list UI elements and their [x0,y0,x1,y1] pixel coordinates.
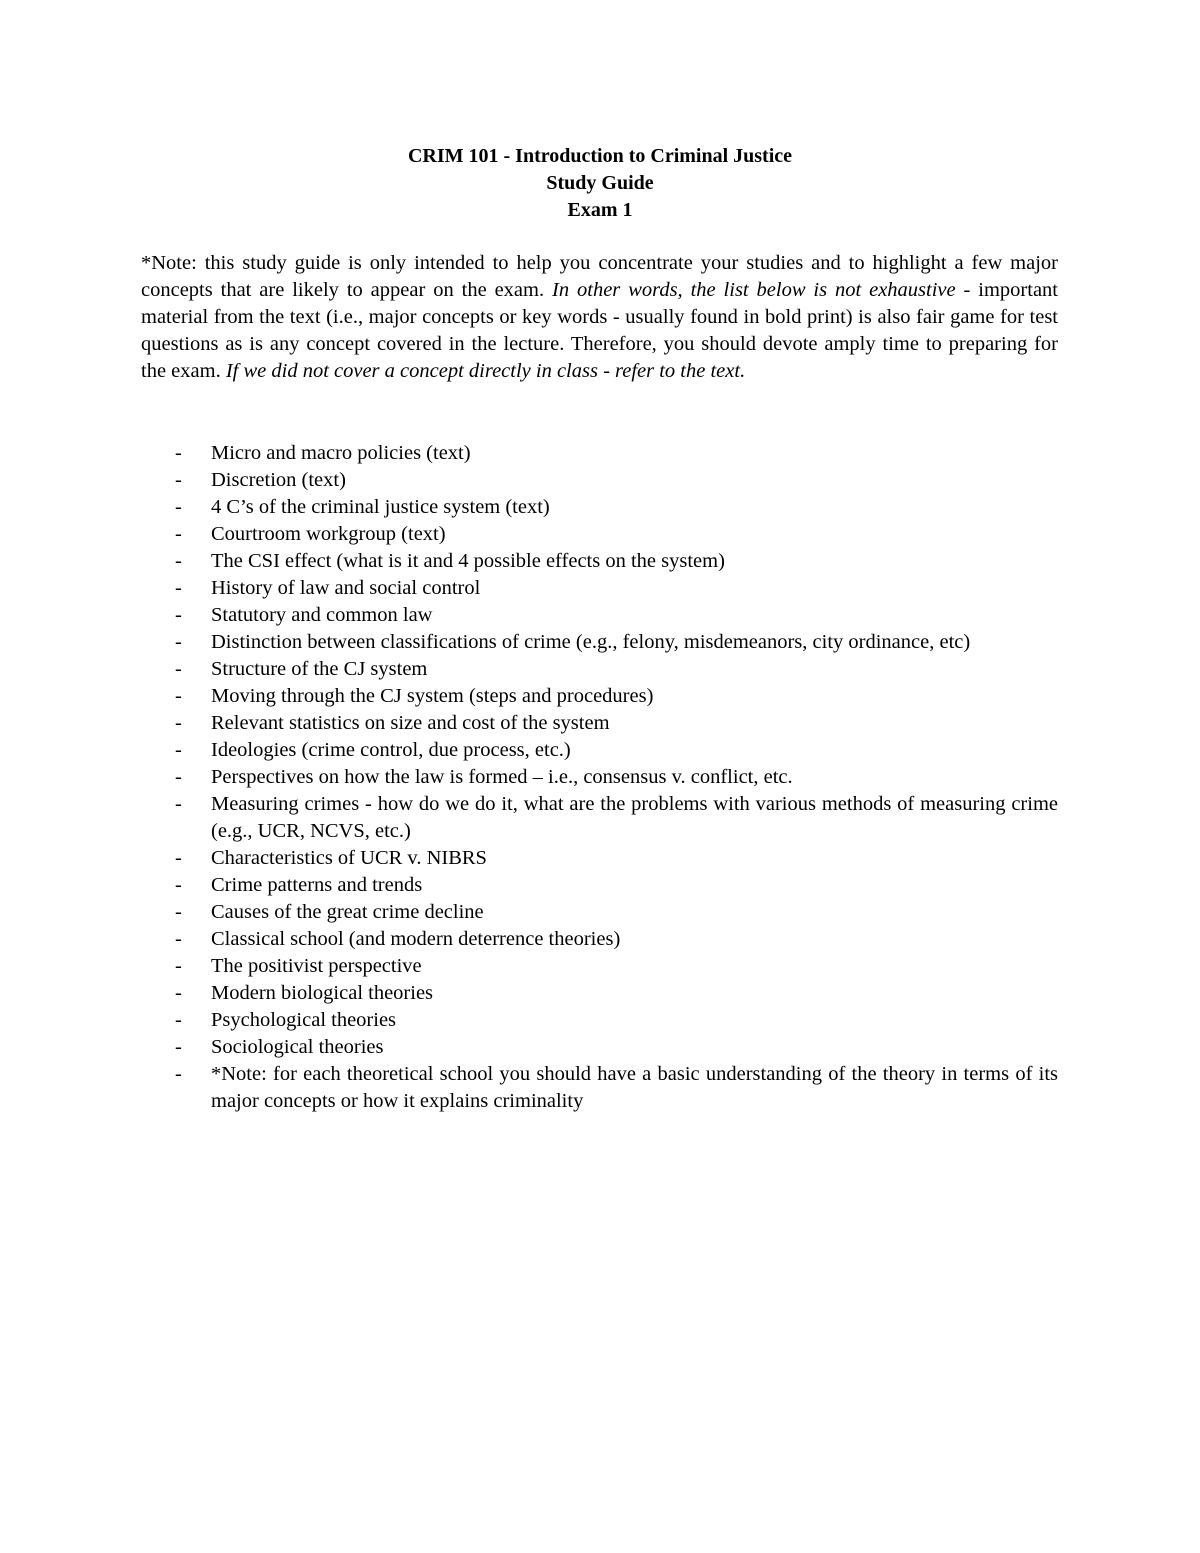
list-item [141,656,1058,683]
bullet-dash: - [175,1036,182,1058]
list-item [141,548,1058,575]
topic-text: Perspectives on how the law is formed – i.e., consensus v. conflict, etc. [211,766,793,788]
topic-text: Causes of the great crime decline [211,901,484,923]
bullet-dash: - [175,874,182,896]
topic-text: Measuring crimes - how do we do it, what are the problems with various methods of measuring crime (e.g., UCR, NCVS, etc.) [211,793,1058,842]
topic-text: Distinction between classifications of crime (e.g., felony, misdemeanors, city ordinance, etc) [211,631,971,653]
document-header [0,143,1200,224]
course-title: CRIM 101 - Introduction to Criminal Justice [407,145,793,167]
bullet-dash: - [175,766,182,788]
bullet-dash: - [175,1063,182,1085]
list-item [141,872,1058,899]
bullet-dash: - [175,442,182,464]
bullet-dash: - [175,658,182,680]
topic-text: Modern biological theories [211,982,434,1004]
intro-note [141,250,1058,385]
bullet-dash: - [175,847,182,869]
bullet-dash: - [175,469,182,491]
bullet-dash: - [175,685,182,707]
list-item [141,629,1058,656]
list-item [141,899,1058,926]
intro-text-1: *Note: this study guide is only intended to help you concentrate your studies and to highlight a few major concepts that are likely to appear on the exam. [141,252,1058,301]
bullet-dash: - [175,739,182,761]
list-item [141,1061,1058,1115]
list-item [141,1034,1058,1061]
list-item [141,521,1058,548]
bullet-dash: - [175,604,182,626]
topic-text: Discretion (text) [211,469,346,491]
intro-text-2: - important material from the text (i.e., major concepts or key words - usually found in bold print) is also fair game for test questions as is any concept covered in the lecture. Therefore, you should devote amply time to preparing for the exam. [141,279,1058,382]
intro-italic-1: In other words, the list below is not exhaustive [552,279,956,301]
list-item [141,953,1058,980]
bullet-dash: - [175,631,182,653]
bullet-dash: - [175,1009,182,1031]
topic-text: Sociological theories [211,1036,384,1058]
list-item [141,710,1058,737]
bullet-dash: - [175,955,182,977]
topic-text: Psychological theories [211,1009,397,1031]
list-item [141,764,1058,791]
topic-text: Micro and macro policies (text) [211,442,471,464]
document-type: Study Guide [546,172,654,194]
bullet-dash: - [175,928,182,950]
topic-text: Crime patterns and trends [211,874,423,896]
list-item [141,845,1058,872]
bullet-dash: - [175,712,182,734]
topic-text: Courtroom workgroup (text) [211,523,446,545]
list-item [141,575,1058,602]
list-item [141,602,1058,629]
list-item [141,440,1058,467]
topic-text: Statutory and common law [211,604,433,626]
bullet-dash: - [175,496,182,518]
intro-italic-2: If we did not cover a concept directly in class - refer to the text. [225,360,746,382]
list-item [141,926,1058,953]
list-item [141,980,1058,1007]
topic-list [141,440,1058,1115]
bullet-dash: - [175,793,182,815]
topic-text: Relevant statistics on size and cost of the system [211,712,610,734]
list-item [141,791,1058,845]
topic-text: The positivist perspective [211,955,422,977]
topic-text: Structure of the CJ system [211,658,428,680]
topic-text: History of law and social control [211,577,481,599]
list-item [141,494,1058,521]
exam-label: Exam 1 [567,199,633,221]
topic-text: *Note: for each theoretical school you should have a basic understanding of the theory in terms of its major concepts or how it explains criminality [211,1063,1058,1112]
list-item [141,467,1058,494]
topic-text: 4 C’s of the criminal justice system (text) [211,496,550,518]
topic-text: Ideologies (crime control, due process, etc.) [211,739,571,761]
list-item [141,737,1058,764]
topic-text: Moving through the CJ system (steps and procedures) [211,685,654,707]
bullet-dash: - [175,523,182,545]
bullet-dash: - [175,577,182,599]
topic-text: The CSI effect (what is it and 4 possible effects on the system) [211,550,725,572]
topic-text: Characteristics of UCR v. NIBRS [211,847,487,869]
list-item [141,683,1058,710]
topic-text: Classical school (and modern deterrence theories) [211,928,621,950]
bullet-dash: - [175,901,182,923]
bullet-dash: - [175,982,182,1004]
list-item [141,1007,1058,1034]
bullet-dash: - [175,550,182,572]
